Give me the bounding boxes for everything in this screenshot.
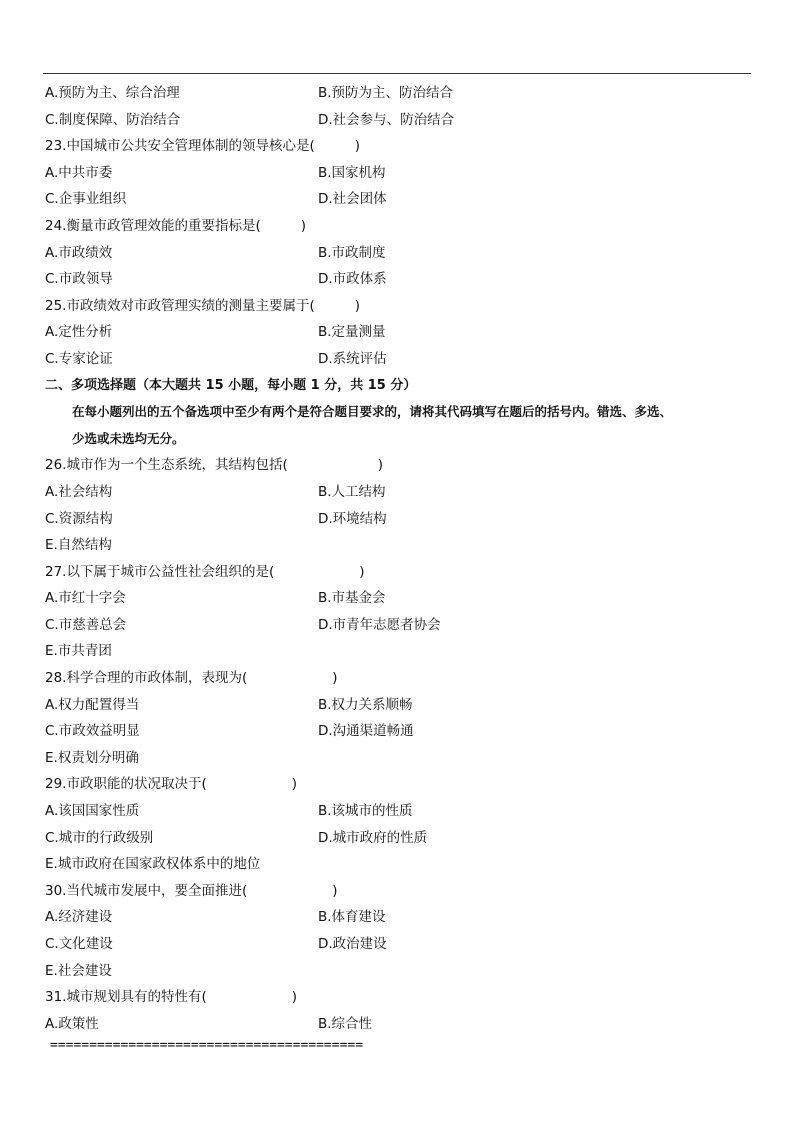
option-row	[45, 638, 751, 665]
header-rule	[43, 73, 751, 74]
close-paren: )	[300, 217, 307, 234]
question-text: 25.市政绩效对市政管理实绩的测量主要属于(	[45, 297, 315, 314]
option-row	[45, 107, 751, 134]
option-left: C.市政领导	[45, 271, 113, 288]
option-left: C.市政效益明显	[45, 723, 140, 740]
close-paren: )	[332, 882, 338, 899]
option-left: A.社会结构	[45, 483, 113, 500]
option-left: A.权力配置得当	[45, 696, 140, 713]
option-right: D.系统评估	[318, 350, 387, 367]
option-left: E.自然结构	[45, 537, 112, 554]
option-left: A.该国国家性质	[45, 803, 140, 820]
option-row	[45, 506, 751, 533]
question-stem	[45, 878, 751, 905]
option-right: B.权力关系顺畅	[318, 696, 413, 713]
exam-content	[45, 80, 751, 1037]
option-left: E.权责划分明确	[45, 749, 139, 766]
question-stem	[45, 665, 751, 692]
option-row	[45, 612, 751, 639]
option-right: D.环境结构	[318, 510, 387, 527]
close-paren: )	[354, 138, 361, 155]
question-stem	[45, 213, 751, 240]
option-left: A.市政绩效	[45, 244, 113, 261]
question-text: 27.以下属于城市公益性社会组织的是(	[45, 563, 275, 580]
question-stem	[45, 984, 751, 1011]
question-stem	[45, 559, 751, 586]
option-left: C.资源结构	[45, 510, 113, 527]
option-left: A.预防为主、综合治理	[45, 85, 180, 101]
option-row	[45, 160, 751, 187]
option-row	[45, 798, 751, 825]
question-stem	[45, 293, 751, 320]
question-stem	[45, 133, 751, 160]
option-row	[45, 745, 751, 772]
option-left: A.市红十字会	[45, 590, 126, 607]
option-left: C.城市的行政级别	[45, 829, 154, 846]
option-row	[45, 1011, 751, 1038]
section-instructions: 在每小题列出的五个备选项中至少有两个是符合题目要求的，请将其代码填写在题后的括号内。错选、多选、	[72, 404, 673, 420]
close-paren: )	[291, 776, 298, 793]
option-left: A.经济建设	[45, 909, 113, 926]
option-row	[45, 346, 751, 373]
option-row	[45, 904, 751, 931]
question-text: 30.当代城市发展中，要全面推进(	[45, 882, 248, 899]
question-text: 23.中国城市公共安全管理体制的领导核心是(	[45, 138, 315, 155]
close-paren: )	[332, 670, 338, 687]
option-right: B.定量测量	[318, 324, 386, 341]
close-paren: )	[377, 457, 384, 474]
option-left: E.城市政府在国家政权体系中的地位	[45, 856, 261, 873]
option-right: D.沟通渠道畅通	[318, 723, 414, 740]
option-right: D.城市政府的性质	[318, 829, 428, 846]
option-right: B.体育建设	[318, 909, 386, 926]
option-left: E.社会建设	[45, 962, 112, 979]
option-right: D.政治建设	[318, 936, 387, 952]
option-row	[45, 266, 751, 293]
option-row	[45, 825, 751, 852]
option-left: E.市共青团	[45, 643, 112, 660]
option-left: C.企事业组织	[45, 191, 127, 208]
option-right: B.国家机构	[318, 164, 386, 181]
close-paren: )	[359, 563, 365, 580]
question-text: 31.城市规划具有的特性有(	[45, 989, 207, 1006]
option-row	[45, 585, 751, 612]
option-right: D.社会参与、防治结合	[318, 111, 455, 128]
option-row	[45, 186, 751, 213]
close-paren: )	[291, 989, 298, 1006]
option-row	[45, 240, 751, 267]
close-paren: )	[354, 297, 361, 314]
question-text: 28.科学合理的市政体制，表现为(	[45, 670, 248, 687]
option-right: B.综合性	[318, 1015, 373, 1032]
option-row	[45, 958, 751, 985]
section-instructions: 少选或未选均无分。	[72, 430, 185, 446]
question-text: 26.城市作为一个生态系统，其结构包括(	[45, 457, 288, 474]
option-right: B.市政制度	[318, 244, 386, 261]
option-left: A.中共市委	[45, 164, 113, 181]
footer-rule: ========================================	[50, 1038, 364, 1053]
section-heading: 二、多项选择题（本大题共 15 小题，每小题 1 分，共 15 分）	[45, 377, 417, 393]
question-stem	[45, 452, 751, 479]
option-right: D.市青年志愿者协会	[318, 616, 441, 633]
option-row	[45, 851, 751, 878]
option-right: B.人工结构	[318, 483, 386, 500]
option-right: B.该城市的性质	[318, 803, 413, 820]
option-left: C.专家论证	[45, 350, 113, 367]
option-row	[45, 80, 751, 107]
option-left: C.市慈善总会	[45, 616, 127, 633]
option-left: C.制度保障、防治结合	[45, 111, 181, 128]
option-left: A.政策性	[45, 1015, 99, 1032]
option-row	[45, 532, 751, 559]
option-row	[45, 931, 751, 958]
option-left: C.文化建设	[45, 936, 113, 952]
option-left: A.定性分析	[45, 324, 113, 341]
option-row	[45, 319, 751, 346]
option-right: B.市基金会	[318, 590, 386, 607]
option-right: D.社会团体	[318, 191, 387, 208]
question-stem	[45, 771, 751, 798]
option-row	[45, 479, 751, 506]
option-row	[45, 692, 751, 719]
question-text: 24.衡量市政管理效能的重要指标是(	[45, 217, 261, 234]
option-row	[45, 718, 751, 745]
option-right: B.预防为主、防治结合	[318, 85, 454, 101]
option-right: D.市政体系	[318, 271, 387, 288]
question-text: 29.市政职能的状况取决于(	[45, 776, 207, 793]
